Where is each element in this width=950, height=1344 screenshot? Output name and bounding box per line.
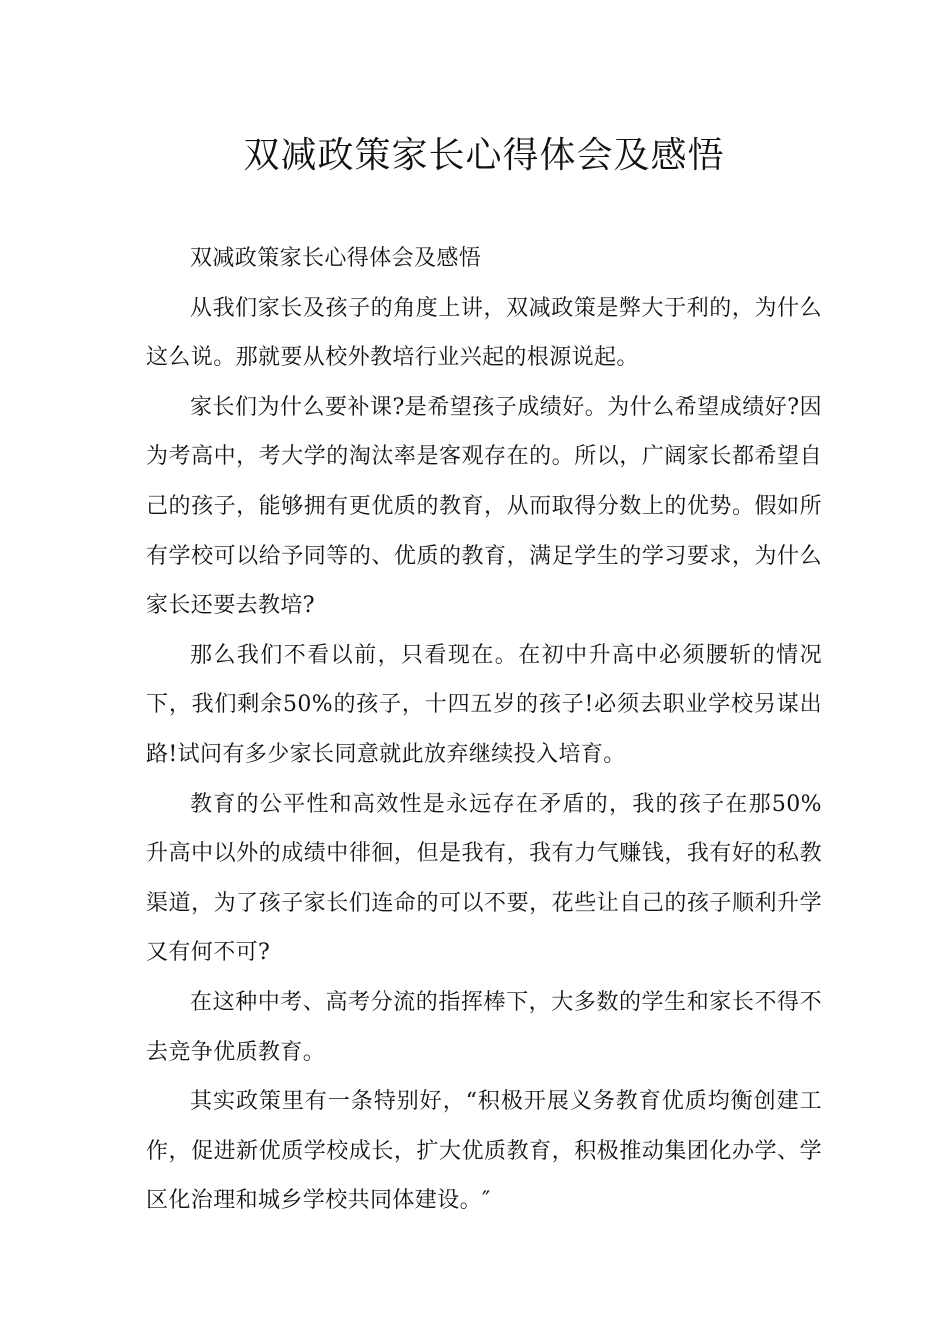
paragraph: 教育的公平性和高效性是永远存在矛盾的，我的孩子在那50%升高中以外的成绩中徘徊，但是我有，我有力气赚钱，我有好的私教渠道，为了孩子家长们连命的可以不要，花些让自己的孩子顺利升学又有何不可? [146, 791, 822, 966]
paragraph: 双减政策家长心得体会及感悟 [190, 246, 482, 271]
paragraph: 在这种中考、高考分流的指挥棒下，大多数的学生和家长不得不去竞争优质教育。 [146, 989, 822, 1065]
document-title: 双减政策家长心得体会及感悟 [243, 135, 725, 176]
paragraph: 那么我们不看以前，只看现在。在初中升高中必须腰斩的情况下，我们剩余50%的孩子，十四五岁的孩子!必须去职业学校另谋出路!试问有多少家长同意就此放弃继续投入培育。 [146, 642, 822, 767]
document-body [146, 234, 822, 1226]
paragraph: 其实政策里有一条特别好，“积极开展义务教育优质均衡创建工作，促进新优质学校成长，扩大优质教育，积极推动集团化办学、学区化治理和城乡学校共同体建设。″ [146, 1089, 822, 1214]
paragraph: 从我们家长及孩子的角度上讲，双减政策是弊大于利的，为什么这么说。那就要从校外教培行业兴起的根源说起。 [146, 295, 822, 371]
paragraph: 家长们为什么要补课?是希望孩子成绩好。为什么希望成绩好?因为考高中，考大学的淘汰率是客观存在的。所以，广阔家长都希望自己的孩子，能够拥有更优质的教育，从而取得分数上的优势。假如所有学校可以给予同等的、优质的教育，满足学生的学习要求，为什么家长还要去教培? [146, 394, 822, 619]
